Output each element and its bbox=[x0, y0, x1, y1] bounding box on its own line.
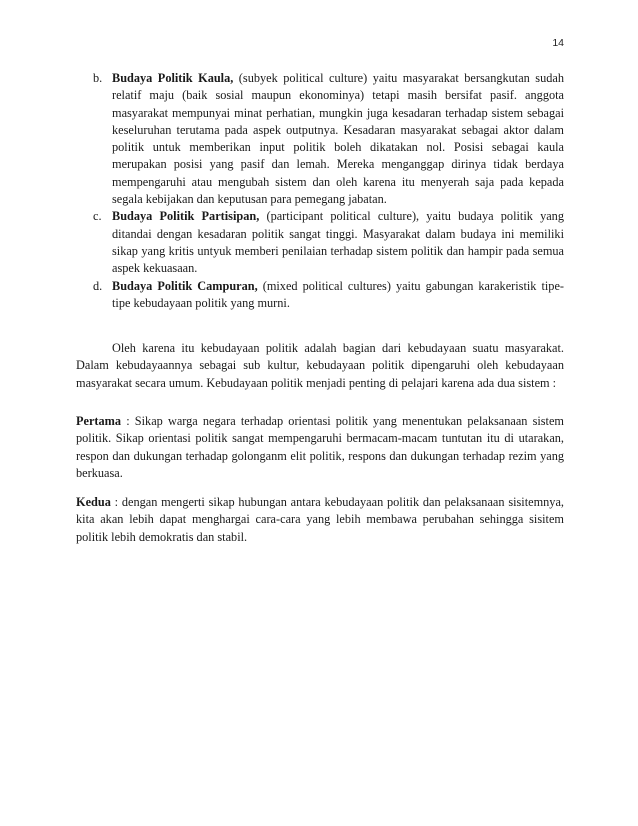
list-item-kaula bbox=[76, 70, 564, 208]
list-item-term: Budaya Politik Partisipan, bbox=[112, 209, 260, 224]
paragraph-lead: Pertama bbox=[76, 414, 122, 428]
list-marker: c. bbox=[93, 209, 102, 224]
paragraph-text: : Sikap warga negara terhadap orientasi politik yang menentukan pelaksanaan sistem politik. Sikap orientasi politik sangat mempengaruhi bermacam-macam tuntutan itu di utarakan, respon dan dukungan terhadap golonganm elit politik, respons dan dukungan terhadap rezim yang berkuasa. bbox=[76, 414, 564, 480]
paragraph-lead: Kedua bbox=[76, 495, 111, 509]
paragraph-kedua bbox=[76, 494, 564, 546]
list-item-term: Budaya Politik Kaula, bbox=[112, 71, 234, 85]
paragraph-text: : dengan mengerti sikap hubungan antara kebudayaan politik dan pelaksanaan sisitemnya, kita akan lebih dapat menghargai cara-cara yang lebih membawa perubahan sehingga sisitem politik lebih demokratis dan stabil. bbox=[76, 495, 564, 544]
page-number: 14 bbox=[552, 37, 564, 49]
list-item-campuran bbox=[76, 278, 564, 313]
list-item-text: (mixed political cultures) yaitu gabungan karakeristik tipe-tipe kebudayaan politik yang murni. bbox=[112, 278, 565, 310]
paragraph-pertama bbox=[76, 413, 564, 482]
list-item-text: (subyek political culture) yaitu masyarakat bersangkutan sudah relatif maju (baik sosial maupun ekonominya) tetapi masih bersifat pasif. anggota masyarakat mempunyai minat perhatian, mungkin juga kesadaran terhadap sistem sebagai keseluruhan terutama pada aspek outputnya. Kesadaran masyarakat sebagai aktor dalam politik untuk memberikan input politik boleh dikatakan nol. Posisi sebagai kaula merupakan posisi yang pasif dan lemah. Mereka menganggap dirinya tidak berdaya mempengaruhi atau mengubah sistem dan oleh karena itu menyerah saja pada kepada segala kebijakan dan keputusan para pemegang jabatan. bbox=[112, 71, 564, 207]
list-item-term: Budaya Politik Campuran, bbox=[112, 278, 258, 293]
political-culture-list bbox=[76, 70, 564, 312]
list-item-text: (participant political culture), yaitu budaya politik yang ditandai dengan kesadaran politik sangat tinggi. Masyarakat dalam budaya ini memiliki sikap yang kritis untyuk memberi penilaian terhadap sistem politik dan hampir pada semua aspek kekuasaan. bbox=[112, 209, 564, 276]
list-marker: b. bbox=[93, 71, 103, 85]
list-marker: d. bbox=[93, 278, 103, 293]
paragraph-intro: Oleh karena itu kebudayaan politik adalah bagian dari kebudayaan suatu masyarakat. Dalam kebudayaannya sebagai sub kultur, kebudayaan politik dipengaruhi oleh kebudayaan masyarakat secara umum. Kebudayaan politik menjadi penting di pelajari karena ada dua sistem : bbox=[76, 341, 564, 390]
list-item-partisipan bbox=[76, 208, 564, 277]
